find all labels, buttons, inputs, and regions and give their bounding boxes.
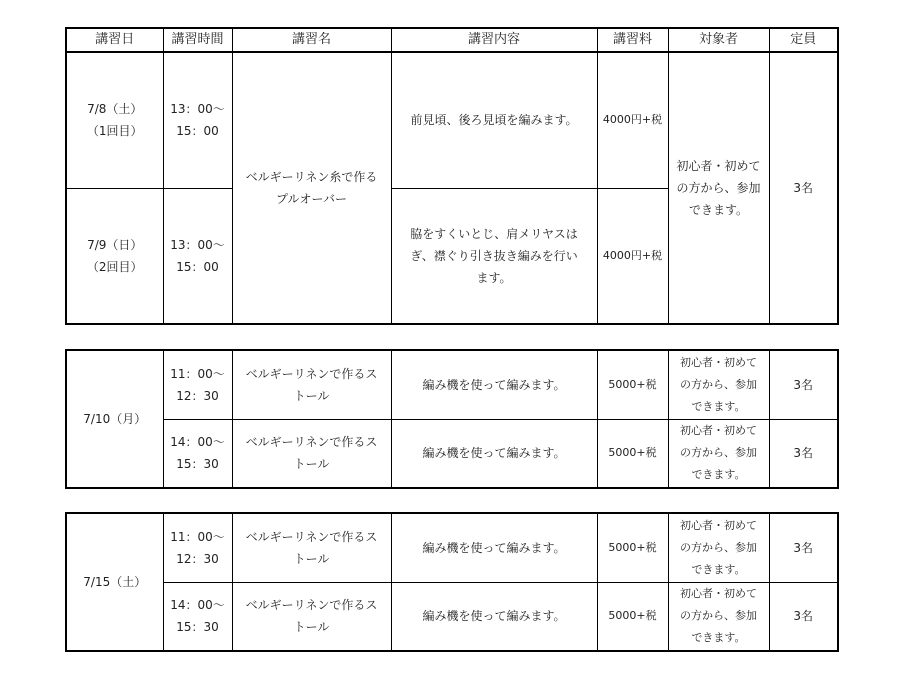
schedule-table-pullover	[65, 27, 839, 325]
session-date	[66, 188, 163, 324]
header-content: 講習内容	[391, 28, 597, 52]
course-capacity: 3名	[769, 582, 838, 651]
course-target	[668, 350, 769, 419]
header-time: 講習時間	[163, 28, 232, 52]
target-line: の方から、参加	[680, 609, 757, 623]
time-end: 12：30	[176, 551, 219, 566]
session-time	[163, 419, 232, 488]
course-content: 編み機を使って編みます。	[391, 582, 597, 651]
time-end: 15：00	[176, 124, 219, 139]
content-line: ます。	[476, 270, 512, 285]
time-start: 13：00～	[170, 102, 225, 117]
course-name-line: ベルギーリネンで作るス	[245, 435, 378, 450]
session-number-line: （2回目）	[86, 259, 143, 274]
time-start: 11：00～	[170, 529, 225, 544]
course-name-line: ベルギーリネンで作るス	[245, 598, 378, 613]
schedule-table-stole-0715	[65, 512, 839, 652]
target-line: 初心者・初めて	[680, 518, 757, 532]
target-line: 初心者・初めて	[676, 159, 761, 173]
time-start: 11：00～	[170, 366, 225, 381]
course-fee: 5000+税	[597, 350, 668, 419]
course-fee: 4000円+税	[597, 52, 668, 188]
session-time	[163, 513, 232, 582]
table-row	[66, 350, 838, 419]
course-name-line: トール	[293, 620, 330, 635]
time-start: 14：00～	[170, 598, 225, 613]
time-end: 12：30	[176, 388, 219, 403]
session-time	[163, 350, 232, 419]
course-name-line: トール	[293, 551, 330, 566]
session-date: 7/10（月）	[66, 350, 163, 488]
course-content: 編み機を使って編みます。	[391, 419, 597, 488]
course-name-line: ベルギーリネンで作るス	[245, 366, 378, 381]
target-line: の方から、参加	[680, 446, 757, 460]
course-target	[668, 419, 769, 488]
content-line: 脇をすくいとじ、肩メリヤスは	[410, 226, 578, 241]
course-target	[668, 52, 769, 324]
table-row	[66, 513, 838, 582]
time-start: 13：00～	[170, 237, 225, 252]
target-line: できます。	[691, 631, 746, 645]
course-name-line: トール	[293, 388, 330, 403]
session-date	[66, 52, 163, 188]
session-date-line: 7/9（日）	[87, 237, 143, 252]
table-header-row	[66, 28, 838, 52]
course-fee: 4000円+税	[597, 188, 668, 324]
course-name-line: プルオーバー	[276, 192, 347, 206]
course-content	[391, 52, 597, 188]
session-number-line: （1回目）	[86, 124, 143, 139]
header-name: 講習名	[232, 28, 391, 52]
session-time	[163, 52, 232, 188]
time-end: 15：00	[176, 259, 219, 274]
time-end: 15：30	[176, 457, 219, 472]
target-line: 初心者・初めて	[680, 587, 757, 601]
target-line: の方から、参加	[680, 540, 757, 554]
course-capacity: 3名	[769, 513, 838, 582]
target-line: できます。	[691, 468, 746, 482]
target-line: の方から、参加	[676, 181, 761, 195]
course-name	[232, 513, 391, 582]
course-name	[232, 582, 391, 651]
table-row	[66, 52, 838, 188]
course-target	[668, 513, 769, 582]
time-start: 14：00～	[170, 435, 225, 450]
target-line: できます。	[691, 399, 746, 413]
session-date: 7/15（土）	[66, 513, 163, 651]
header-date: 講習日	[66, 28, 163, 52]
course-name-line: ベルギーリネン糸で作る	[245, 170, 378, 184]
course-fee: 5000+税	[597, 513, 668, 582]
course-fee: 5000+税	[597, 419, 668, 488]
course-name-line: トール	[293, 457, 330, 472]
target-line: の方から、参加	[680, 377, 757, 391]
target-line: できます。	[688, 203, 749, 217]
course-fee: 5000+税	[597, 582, 668, 651]
course-content: 編み機を使って編みます。	[391, 513, 597, 582]
course-name	[232, 350, 391, 419]
course-content	[391, 188, 597, 324]
target-line: 初心者・初めて	[680, 355, 757, 369]
header-capacity: 定員	[769, 28, 838, 52]
session-time	[163, 188, 232, 324]
schedule-table-stole-0710	[65, 349, 839, 489]
target-line: 初心者・初めて	[680, 424, 757, 438]
course-capacity: 3名	[769, 350, 838, 419]
course-capacity: 3名	[769, 419, 838, 488]
course-content: 編み機を使って編みます。	[391, 350, 597, 419]
content-line: 前見頃、後ろ見頃を編みます。	[410, 113, 578, 128]
course-name	[232, 419, 391, 488]
header-target: 対象者	[668, 28, 769, 52]
time-end: 15：30	[176, 620, 219, 635]
table-row	[66, 419, 838, 488]
course-capacity: 3名	[769, 52, 838, 324]
course-name	[232, 52, 391, 324]
course-name-line: ベルギーリネンで作るス	[245, 529, 378, 544]
header-fee: 講習料	[597, 28, 668, 52]
table-row	[66, 582, 838, 651]
session-date-line: 7/8（土）	[87, 102, 143, 117]
target-line: できます。	[691, 562, 746, 576]
course-target	[668, 582, 769, 651]
content-line: ぎ、襟ぐり引き抜き編みを行い	[410, 248, 578, 263]
session-time	[163, 582, 232, 651]
